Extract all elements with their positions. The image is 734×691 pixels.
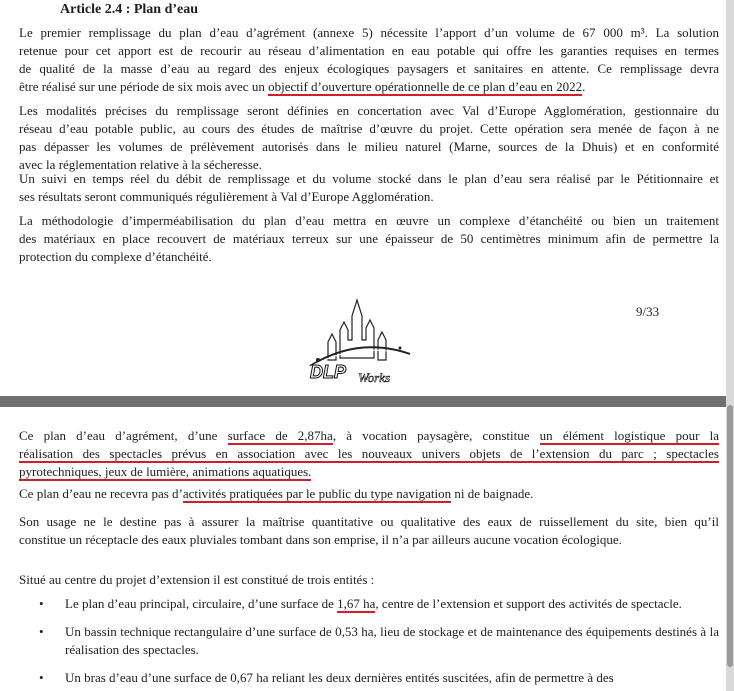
watermark-text-dlp: DLP [310,362,346,382]
text-line: avec la réglementation relative à la sécheresse. [19,157,262,172]
text-line [19,485,719,503]
castle-logo-watermark [288,296,428,392]
paragraph-monitoring [19,170,719,206]
text-line: de qualité de la masse d’eau au regard des enjeux écologiques paysagers et sanitaires en attente. Ce remplissage devra [19,61,719,76]
highlight-navigation: activités pratiquées par le public du type navigation [182,486,452,501]
text-line [19,427,719,445]
entities-list [19,595,719,691]
text-segment: ni de baignade. [451,486,534,501]
text-segment: Ce plan d’eau ne recevra pas d’ [19,486,183,501]
text-segment: . [582,79,586,94]
paragraph-logistics [19,427,719,481]
text-line: réseau d’eau potable public, au cours des études de maîtrise d’œuvre du projet. Cette opération sera menée de façon à ne [19,121,719,136]
highlight-opening-objective: objectif d’ouverture opérationnelle de ce plan d’eau en 2022 [268,79,583,94]
paragraph-waterproofing [19,212,719,266]
list-item [19,669,719,687]
text-segment: être réalisé sur une période de six mois avec un [19,79,269,94]
paragraph-modalities [19,102,719,174]
text-line: protection du complexe d’étanchéité. [19,249,212,264]
page-number: 9/33 [636,304,660,319]
highlight-logistics: un élément logistique pour la [539,428,720,443]
text-line: des matériaux en place recouvert de matériaux terreux sur une épaisseur de 50 centimètres minimum afin de permettre la [19,231,719,246]
text-line: Un suivi en temps réel du débit de remplissage et du volume stocké dans le plan d’eau sera réalisé par le Pétitionnaire et [19,171,719,186]
text-segment: Un bassin technique rectangulaire d’une surface de 0,53 ha, lieu de stockage et de maintenance des équipements destinés à la réalisation des spectacles. [65,624,719,657]
text-line: constitue un réceptacle des eaux pluviales tombant dans son emprise, il n’a par ailleurs aucune vocation écologique. [19,532,622,547]
text-segment: , centre de l’extension et support des activités de spectacle. [375,596,682,611]
highlight-pyrotechnics: pyrotechniques, jeux de lumière, animations aquatiques. [19,464,312,479]
text-line: retenue pour cet apport est de recourir au réseau d’alimentation en eau potable qui offre les garanties requises en termes [19,43,719,58]
bullet-icon: • [39,596,44,611]
bullet-icon: • [39,670,44,685]
text-line: ses résultats seront communiqués régulièrement à Val d’Europe Agglomération. [19,189,434,204]
list-item [19,595,719,613]
text-segment: , à vocation paysagère, constitue [332,428,540,443]
text-line [19,445,719,463]
text-segment: Un bras d’eau d’une surface de 0,67 ha reliant les deux dernières entités suscitées, afin de permettre à des [65,670,614,685]
paragraph-usage [19,513,719,549]
paragraph-filling [19,24,719,96]
scrollbar-thumb[interactable] [727,405,733,667]
paragraph-entities-intro [19,571,719,589]
watermark-text-works: Works [358,370,391,385]
bullet-icon: • [39,624,44,639]
text-line [19,78,719,96]
text-line: La méthodologie d’imperméabilisation du plan d’eau mettra en œuvre un complexe d’étanchéité ou bien un traitement [19,213,719,228]
highlight-shows: réalisation des spectacles prévus en association avec les nouveaux univers objets de l’extension du parc ; spectacles [19,446,719,461]
list-item [19,623,719,659]
highlight-main-surface: 1,67 ha [337,596,376,611]
document-page-bottom [0,407,726,691]
text-line: Les modalités précises du remplissage seront définies en concertation avec Val d’Europe Agglomération, gestionnaire du [19,103,719,118]
paragraph-activities [19,485,719,503]
text-line: Situé au centre du projet d’extension il est constitué de trois entités : [19,572,375,587]
text-line: pas dépasser les volumes de prélèvement autorisés dans le milieu naturel (Marne, sources de la Dhuis) et en conformité [19,139,719,154]
text-segment: Le plan d’eau principal, circulaire, d’une surface de [65,596,338,611]
highlight-surface: surface de 2,87ha [227,428,333,443]
text-segment: Ce plan d’eau d’agrément, d’une [19,428,228,443]
text-line: Son usage ne le destine pas à assurer la maîtrise quantitative ou qualitative des eaux de ruissellement du site, bien qu’il [19,514,719,529]
vertical-scrollbar[interactable] [726,0,734,691]
text-line: Le premier remplissage du plan d’eau d’agrément (annexe 5) nécessite l’apport d’un volume de 67 000 m³. La solution [19,25,719,40]
article-heading: Article 2.4 : Plan d’eau [60,2,199,17]
text-line [19,463,719,481]
